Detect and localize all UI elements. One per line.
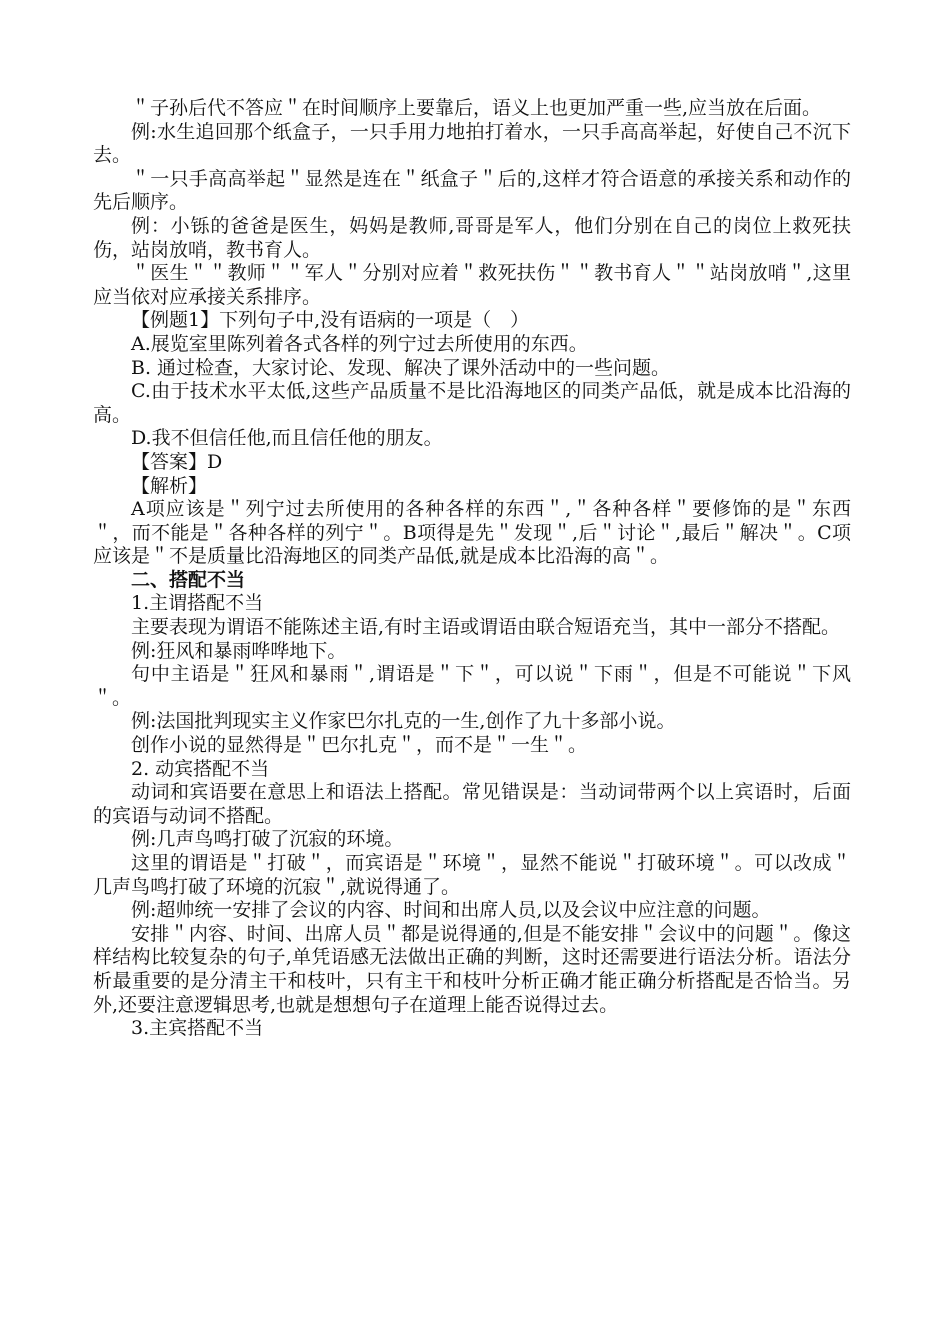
- paragraph: 例：小铄的爸爸是医生，妈妈是教师,哥哥是军人，他们分别在自己的岗位上救死扶伤，站岗放哨，教书育人。: [93, 214, 851, 261]
- paragraph: ＂一只手高高举起＂显然是连在＂纸盒子＂后的,这样才符合语意的承接关系和动作的先后顺序。: [93, 167, 851, 214]
- paragraph: 例:法国批判现实主义作家巴尔扎克的一生,创作了九十多部小说。: [131, 710, 676, 733]
- paragraph: 动词和宾语要在意思上和语法上搭配。常见错误是：当动词带两个以上宾语时，后面的宾语与动词不搭配。: [93, 781, 851, 827]
- paragraph: 2. 动宾搭配不当: [131, 757, 270, 780]
- paragraph: D.我不但信任他,而且信任他的朋友。: [131, 427, 443, 450]
- document-page: [93, 97, 851, 1041]
- paragraph: A.展览室里陈列着各式各样的列宁过去所使用的东西。: [131, 332, 588, 355]
- paragraph: 句中主语是＂狂风和暴雨＂,谓语是＂下＂，可以说＂下雨＂，但是不可能说＂下风＂。: [93, 663, 851, 709]
- paragraph: 【答案】D: [131, 450, 223, 473]
- paragraph: 【解析】: [131, 474, 208, 497]
- section-heading: 二、搭配不当: [131, 568, 246, 591]
- paragraph: B. 通过检查，大家讨论、发现、解决了课外活动中的一些问题。: [131, 356, 671, 379]
- paragraph: 【例题1】下列句子中,没有语病的一项是（ ）: [131, 309, 530, 332]
- paragraph: 1.主谓搭配不当: [131, 592, 264, 615]
- paragraph: 主要表现为谓语不能陈述主语,有时主语或谓语由联合短语充当，其中一部分不搭配。: [131, 616, 841, 639]
- paragraph: 安排＂内容、时间、出席人员＂都是说得通的,但是不能安排＂会议中的问题＂。像这样结构比较复杂的句子,单凭语感无法做出正确的判断，这时还需要进行语法分析。语法分析最重要的是分清主干和枝叶，只有主干和枝叶分析正确才能正确分析搭配是否恰当。另外,还要注意逻辑思考,也就是想想句子在道理上能否说得过去。: [93, 922, 851, 1016]
- paragraph: ＂医生＂＂教师＂＂军人＂分别对应着＂救死扶伤＂＂教书育人＂＂站岗放哨＂,这里应当依对应承接关系排序。: [93, 262, 851, 308]
- paragraph: 例:水生追回那个纸盒子，一只手用力地拍打着水，一只手高高举起，好使自己不沉下去。: [93, 120, 851, 167]
- paragraph: 例:超帅统一安排了会议的内容、时间和出席人员,以及会议中应注意的问题。: [131, 899, 771, 922]
- paragraph: 创作小说的显然得是＂巴尔扎克＂，而不是＂一生＂。: [131, 734, 588, 757]
- paragraph: 3.主宾搭配不当: [131, 1017, 264, 1040]
- paragraph: C.由于技术水平太低,这些产品质量不是比沿海地区的同类产品低，就是成本比沿海的高。: [93, 380, 851, 426]
- paragraph: ＂子孙后代不答应＂在时间顺序上要靠后，语义上也更加严重一些,应当放在后面。: [131, 97, 822, 119]
- paragraph: 这里的谓语是＂打破＂，而宾语是＂环境＂，显然不能说＂打破环境＂。可以改成＂几声鸟鸣打破了环境的沉寂＂,就说得通了。: [93, 852, 851, 898]
- paragraph: 例:几声鸟鸣打破了沉寂的环境。: [131, 828, 404, 851]
- paragraph: A项应该是＂列宁过去所使用的各种各样的东西＂,＂各种各样＂要修饰的是＂东西＂，而不能是＂各种各样的列宁＂。B项得是先＂发现＂,后＂讨论＂,最后＂解决＂。C项应该是＂不是质量比沿海地区的同类产品低,就是成本比沿海的高＂。: [93, 498, 851, 568]
- paragraph: 例:狂风和暴雨哗哗地下。: [131, 639, 347, 662]
